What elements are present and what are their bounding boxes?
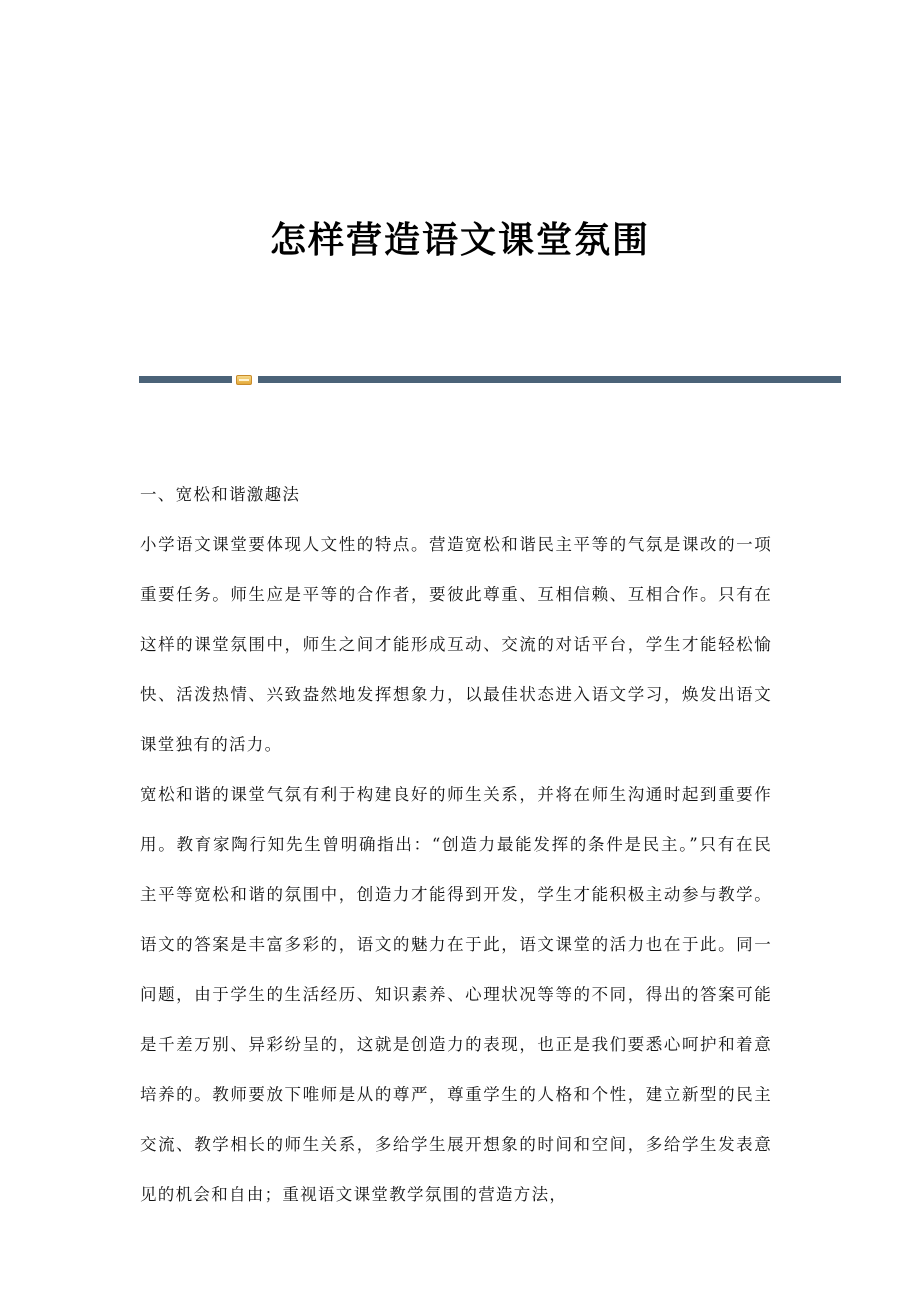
divider-bar-left [139,376,232,383]
document-title: 怎样营造语文课堂氛围 [269,219,650,261]
body-paragraph-2: 宽松和谐的课堂气氛有利于构建良好的师生关系，并将在师生沟通时起到重要作用。教育家陶行知先生曾明确指出：“创造力最能发挥的条件是民主。”只有在民主平等宽松和谐的氛围中，创造力才能得到开发，学生才能积极主动参与教学。语文的答案是丰富多彩的，语文的魅力在于此，语文课堂的活力也在于此。同一问题，由于学生的生活经历、知识素养、心理状况等等的不同，得出的答案可能是千差万别、异彩纷呈的，这就是创造力的表现，也正是我们要悉心呵护和着意培养的。教师要放下唯师是从的尊严，尊重学生的人格和个性，建立新型的民主交流、教学相长的师生关系，多给学生展开想象的时间和空间，多给学生发表意见的机会和自由；重视语文课堂教学氛围的营造方法， [140,785,772,1204]
divider-ornament-icon [236,375,252,385]
section-heading: 一、宽松和谐激趣法 [140,485,301,504]
document-body [140,470,772,1220]
title-divider [139,375,841,384]
divider-bar-right [258,376,841,383]
body-paragraph-1: 小学语文课堂要体现人文性的特点。营造宽松和谐民主平等的气氛是课改的一项重要任务。师生应是平等的合作者，要彼此尊重、互相信赖、互相合作。只有在这样的课堂氛围中，师生之间才能形成互动、交流的对话平台，学生才能轻松愉快、活泼热情、兴致盎然地发挥想象力，以最佳状态进入语文学习，焕发出语文课堂独有的活力。 [140,535,772,754]
